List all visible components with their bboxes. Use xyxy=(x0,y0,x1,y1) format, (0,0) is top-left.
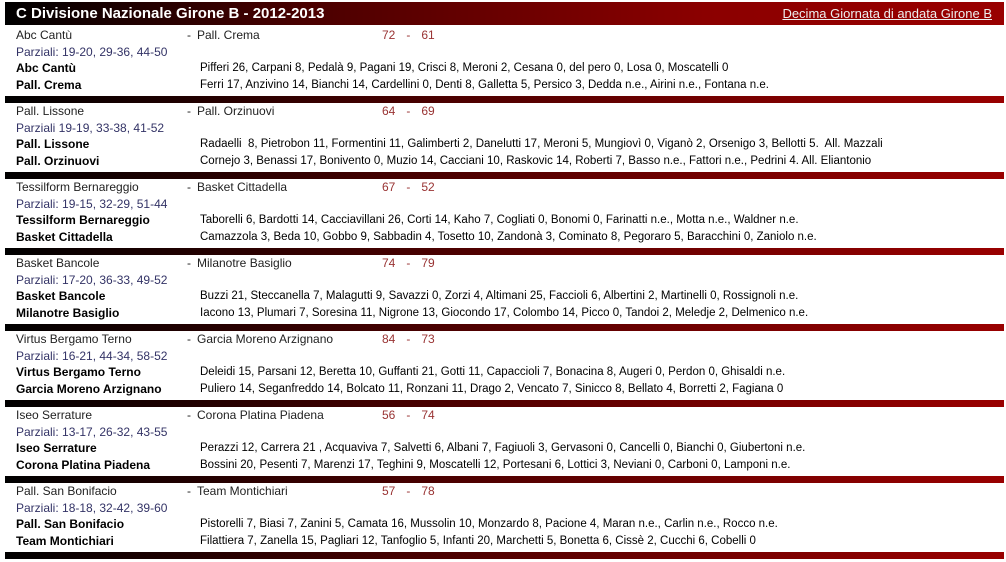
score-dash: - xyxy=(406,28,411,42)
away-roster-players: Filattiera 7, Zanella 15, Pagliari 12, Tanfoglio 5, Infanti 20, Marchetti 5, Bonetta 6, Cissè 2, Cucchi 6, Cobelli 0 xyxy=(200,534,756,547)
final-score xyxy=(377,407,435,424)
away-team-wrap xyxy=(187,407,377,424)
home-roster-row xyxy=(5,364,1004,381)
score-dash: - xyxy=(406,332,411,346)
away-roster-players: Iacono 13, Plumari 7, Soresina 11, Nigrone 13, Giocondo 17, Colombo 14, Picco 0, Tandoi 2, Meledje 2, Delmenico n.e. xyxy=(200,306,809,319)
home-team-name: Pall. Lissone xyxy=(16,104,85,118)
match-result-row xyxy=(5,27,1004,44)
away-roster-row xyxy=(5,229,1004,246)
separator-bar xyxy=(5,172,1004,179)
score-dash: - xyxy=(406,180,411,194)
score-dash: - xyxy=(406,484,411,498)
away-roster-players: Cornejo 3, Benassi 17, Bonivento 0, Muzio 14, Cacciani 10, Raskovic 14, Roberti 7, Basso n.e., Fattori n.e., Pedrini 4. All. Eliantonio xyxy=(200,154,872,167)
match-list xyxy=(5,25,1004,559)
match-block xyxy=(5,407,1004,483)
final-score xyxy=(377,179,435,196)
home-score: 56 xyxy=(382,408,396,422)
home-roster-team: Basket Bancole xyxy=(16,289,106,303)
match-block xyxy=(5,103,1004,179)
home-roster-players: Perazzi 12, Carrera 21 , Acquaviva 7, Salvetti 6, Albani 7, Fagiuoli 3, Gervasoni 0, Cancelli 0, Bianchi 0, Giubertoni n.e. xyxy=(200,442,806,454)
vs-dash: - xyxy=(187,104,191,118)
home-roster-row xyxy=(5,516,1004,533)
home-roster-row xyxy=(5,212,1004,229)
partial-scores: Parziali: 19-15, 32-29, 51-44 xyxy=(16,196,168,211)
match-block xyxy=(5,179,1004,255)
separator-bar xyxy=(5,248,1004,255)
home-roster-row xyxy=(5,288,1004,305)
away-team-name: Basket Cittadella xyxy=(197,180,288,194)
separator-bar xyxy=(5,476,1004,483)
away-team-name: Garcia Moreno Arzignano xyxy=(197,332,334,346)
away-team-wrap xyxy=(187,255,377,272)
final-score xyxy=(377,27,435,44)
score-dash: - xyxy=(406,408,411,422)
home-roster-row xyxy=(5,440,1004,457)
home-score: 84 xyxy=(382,332,396,346)
away-roster-players: Ferri 17, Anzivino 14, Bianchi 14, Cardellini 0, Denti 8, Galletta 5, Persico 3, Dedda n.e., Airini n.e., Fontana n.e. xyxy=(200,78,769,91)
away-roster-row xyxy=(5,153,1004,170)
partial-scores: Parziali: 18-18, 32-42, 39-60 xyxy=(16,500,168,515)
match-block xyxy=(5,255,1004,331)
match-result-row xyxy=(5,103,1004,120)
home-team-name: Abc Cantù xyxy=(16,28,73,42)
home-team-name: Tessilform Bernareggio xyxy=(16,180,139,194)
separator-bar xyxy=(5,96,1004,103)
home-roster-row xyxy=(5,136,1004,153)
separator-bar xyxy=(5,400,1004,407)
away-team-name: Pall. Orzinuovi xyxy=(197,104,275,118)
home-team-name: Pall. San Bonifacio xyxy=(16,484,117,498)
away-roster-players: Camazzola 3, Beda 10, Gobbo 9, Sabbadin 4, Tosetto 10, Zandonà 3, Cominato 8, Pegoraro 5, Baracchini 0, Zaniolo n.e. xyxy=(200,230,817,243)
home-score: 64 xyxy=(382,104,396,118)
vs-dash: - xyxy=(187,332,191,346)
home-team-name: Virtus Bergamo Terno xyxy=(16,332,132,346)
away-score: 61 xyxy=(421,28,435,42)
partial-scores: Parziali: 16-21, 44-34, 58-52 xyxy=(16,348,168,363)
home-roster-players: Buzzi 21, Steccanella 7, Malagutti 9, Savazzi 0, Zorzi 4, Altimani 25, Faccioli 6, Albertini 2, Martinelli 0, Rossignoli n.e. xyxy=(200,290,799,302)
home-roster-team: Virtus Bergamo Terno xyxy=(16,365,141,379)
home-roster-players: Pifferi 26, Carpani 8, Pedalà 9, Pagani 19, Crisci 8, Meroni 2, Cesana 0, del pero 0, Losa 0, Moscatelli 0 xyxy=(200,62,729,74)
away-roster-team: Basket Cittadella xyxy=(16,229,113,244)
page-title: C Divisione Nazionale Girone B - 2012-2013 xyxy=(16,5,325,22)
match-result-row xyxy=(5,255,1004,272)
home-roster-team: Abc Cantù xyxy=(16,61,76,75)
score-dash: - xyxy=(406,256,411,270)
home-score: 74 xyxy=(382,256,396,270)
away-team-wrap xyxy=(187,331,377,348)
home-roster-row xyxy=(5,60,1004,77)
away-team-name: Pall. Crema xyxy=(197,28,260,42)
partial-scores: Parziali: 19-20, 29-36, 44-50 xyxy=(16,44,168,59)
vs-dash: - xyxy=(187,408,191,422)
giornata-link[interactable]: Decima Giornata di andata Girone B xyxy=(782,6,992,21)
partial-scores: Parziali: 13-17, 26-32, 43-55 xyxy=(16,424,168,439)
away-roster-team: Team Montichiari xyxy=(16,533,114,548)
separator-bar xyxy=(5,324,1004,331)
final-score xyxy=(377,255,435,272)
away-roster-row xyxy=(5,77,1004,94)
final-score xyxy=(377,103,435,120)
partial-scores: Parziali: 17-20, 36-33, 49-52 xyxy=(16,272,168,287)
vs-dash: - xyxy=(187,180,191,194)
away-team-wrap xyxy=(187,483,377,500)
away-roster-team: Milanotre Basiglio xyxy=(16,305,120,320)
home-roster-players: Deleidi 15, Parsani 12, Beretta 10, Guffanti 21, Gotti 11, Capaccioli 7, Bonacina 8, Augeri 0, Perdon 0, Ghisaldi n.e. xyxy=(200,366,786,378)
away-team-wrap xyxy=(187,103,377,120)
away-team-wrap xyxy=(187,179,377,196)
away-roster-row xyxy=(5,457,1004,474)
away-score: 78 xyxy=(421,484,435,498)
separator-bar xyxy=(5,552,1004,559)
away-roster-players: Puliero 14, Seganfreddo 14, Bolcato 11, Ronzani 11, Drago 2, Vencato 7, Sinicco 8, Bellato 4, Borretti 2, Fagiana 0 xyxy=(200,382,784,395)
away-roster-team: Pall. Crema xyxy=(16,77,82,92)
page-header xyxy=(5,2,1004,25)
away-score: 69 xyxy=(421,104,435,118)
away-score: 79 xyxy=(421,256,435,270)
match-block xyxy=(5,331,1004,407)
final-score xyxy=(377,483,435,500)
away-roster-team: Garcia Moreno Arzignano xyxy=(16,381,162,396)
match-result-row xyxy=(5,179,1004,196)
away-roster-row xyxy=(5,381,1004,398)
home-roster-team: Iseo Serrature xyxy=(16,441,97,455)
final-score xyxy=(377,331,435,348)
match-result-row xyxy=(5,331,1004,348)
home-roster-team: Tessilform Bernareggio xyxy=(16,213,150,227)
vs-dash: - xyxy=(187,484,191,498)
home-score: 72 xyxy=(382,28,396,42)
away-team-wrap xyxy=(187,27,377,44)
home-roster-team: Pall. Lissone xyxy=(16,137,90,151)
home-roster-team: Pall. San Bonifacio xyxy=(16,517,125,531)
match-result-row xyxy=(5,483,1004,500)
home-roster-players: Pistorelli 7, Biasi 7, Zanini 5, Camata 16, Mussolin 10, Monzardo 8, Pacione 4, Maran n.e., Carlin n.e., Rocco n.e. xyxy=(200,518,778,530)
home-score: 67 xyxy=(382,180,396,194)
score-dash: - xyxy=(406,104,411,118)
away-team-name: Milanotre Basiglio xyxy=(197,256,292,270)
partial-scores: Parziali 19-19, 33-38, 41-52 xyxy=(16,120,165,135)
home-roster-players: Taborelli 6, Bardotti 14, Cacciavillani 26, Corti 14, Kaho 7, Cogliati 0, Bonomi 0, Farinatti n.e., Motta n.e., Waldner n.e. xyxy=(200,214,799,226)
match-block xyxy=(5,483,1004,559)
home-team-name: Basket Bancole xyxy=(16,256,100,270)
away-score: 73 xyxy=(421,332,435,346)
away-team-name: Corona Platina Piadena xyxy=(197,408,324,422)
away-roster-team: Pall. Orzinuovi xyxy=(16,153,100,168)
vs-dash: - xyxy=(187,256,191,270)
away-team-name: Team Montichiari xyxy=(197,484,288,498)
away-score: 52 xyxy=(421,180,435,194)
home-score: 57 xyxy=(382,484,396,498)
home-roster-players: Radaelli 8, Pietrobon 11, Formentini 11, Galimberti 2, Danelutti 17, Meroni 5, Mungiovì 0, Viganò 2, Orsenigo 3, Bellotti 5. All. Mazzali xyxy=(200,138,883,150)
away-roster-team: Corona Platina Piadena xyxy=(16,457,151,472)
away-score: 74 xyxy=(421,408,435,422)
away-roster-row xyxy=(5,533,1004,550)
home-team-name: Iseo Serrature xyxy=(16,408,93,422)
match-block xyxy=(5,27,1004,103)
away-roster-players: Bossini 20, Pesenti 7, Marenzi 17, Teghini 9, Moscatelli 12, Portesani 6, Lottici 3, Neviani 0, Carboni 0, Lamponi n.e. xyxy=(200,458,791,471)
match-result-row xyxy=(5,407,1004,424)
away-roster-row xyxy=(5,305,1004,322)
vs-dash: - xyxy=(187,28,191,42)
